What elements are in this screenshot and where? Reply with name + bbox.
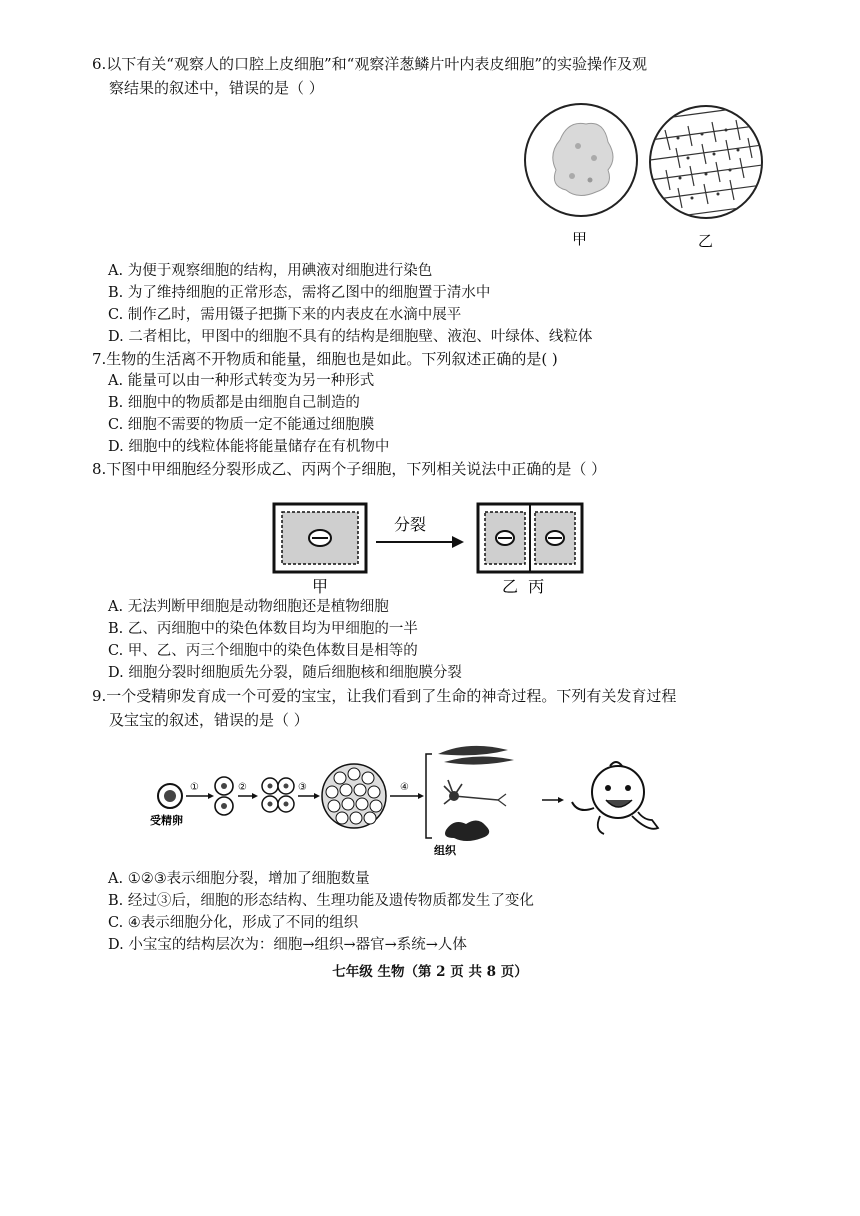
q8-option-c: C. 甲、乙、丙三个细胞中的染色体数目是相等的	[108, 643, 418, 659]
question-9-line1: 9.一个受精卵发育成一个可爱的宝宝，让我们看到了生命的神奇过程。下列有关发育过程	[92, 687, 677, 705]
step-5-arrow	[542, 797, 564, 803]
q9-option-b: B. 经过③后，细胞的形态结构、生理功能及遗传物质都发生了变化	[108, 893, 534, 909]
cell-jia	[274, 504, 366, 572]
step-3-arrow	[298, 782, 320, 799]
question-9-figure	[148, 740, 668, 858]
question-8-figure	[270, 498, 590, 598]
step-1-arrow	[186, 782, 214, 799]
figure-label-yi: 乙	[698, 232, 714, 250]
label-zygote: 受精卵	[150, 814, 183, 827]
q8-option-a: A. 无法判断甲细胞是动物细胞还是植物细胞	[108, 599, 389, 615]
arrow-label-fenlie: 分裂	[394, 515, 427, 534]
figure-label-jia-8: 甲	[312, 577, 329, 596]
division-arrow	[376, 515, 464, 548]
label-step-1: ①	[190, 782, 199, 793]
cells-yi-bing	[478, 504, 582, 572]
q9-option-c: C. ④表示细胞分化，形成了不同的组织	[108, 915, 359, 931]
q6-option-b: B. 为了维持细胞的正常形态，需将乙图中的细胞置于清水中	[108, 285, 491, 301]
question-6-line2: 察结果的叙述中，错误的是（ ）	[109, 79, 324, 97]
q7-option-a: A. 能量可以由一种形式转变为另一种形式	[108, 373, 375, 389]
label-step-2: ②	[238, 782, 247, 793]
label-step-4: ④	[400, 782, 409, 793]
q7-option-c: C. 细胞不需要的物质一定不能通过细胞膜	[108, 417, 375, 433]
q6-option-d: D. 二者相比，甲图中的细胞不具有的结构是细胞壁、液泡、叶绿体、线粒体	[108, 329, 593, 345]
figure-label-jia: 甲	[572, 230, 588, 248]
q7-option-d: D. 细胞中的线粒体能将能量储存在有机物中	[108, 439, 390, 455]
question-9-stem	[92, 684, 752, 732]
question-8-stem	[92, 457, 752, 481]
question-7-line1: 7.生物的生活离不开物质和能量，细胞也是如此。下列叙述正确的是( )	[92, 350, 558, 368]
question-6-figure	[520, 100, 770, 260]
q8-option-d: D. 细胞分裂时细胞质先分裂，随后细胞核和细胞膜分裂	[108, 665, 462, 681]
q7-option-b: B. 细胞中的物质都是由细胞自己制造的	[108, 395, 360, 411]
page-footer: 七年级 生物（第 2 页 共 8 页）	[332, 964, 528, 980]
q6-option-a: A. 为便于观察细胞的结构，用碘液对细胞进行染色	[108, 263, 433, 279]
zygote	[150, 784, 183, 827]
morula	[322, 764, 386, 828]
question-8-line1: 8.下图中甲细胞经分裂形成乙、丙两个子细胞，下列相关说法中正确的是（ ）	[92, 460, 607, 478]
cheek-cell-view	[525, 104, 637, 216]
question-6-stem	[92, 52, 752, 100]
tissues-bracket	[426, 746, 514, 857]
two-cell-stage	[215, 777, 233, 815]
q8-option-b: B. 乙、丙细胞中的染色体数目均为甲细胞的一半	[108, 621, 418, 637]
step-2-arrow	[238, 782, 258, 799]
baby-illustration	[572, 762, 658, 834]
question-6-line1: 6.以下有关“观察人的口腔上皮细胞”和“观察洋葱鳞片叶内表皮细胞”的实验操作及观	[92, 55, 647, 73]
label-step-3: ③	[298, 782, 307, 793]
q6-option-c: C. 制作乙时，需用镊子把撕下来的内表皮在水滴中展平	[108, 307, 462, 323]
question-7-stem	[92, 347, 752, 371]
q9-option-a: A. ①②③表示细胞分裂，增加了细胞数量	[108, 871, 370, 887]
onion-cell-view	[650, 104, 770, 220]
figure-label-yi-bing: 乙 丙	[502, 577, 545, 596]
question-9-line2: 及宝宝的叙述，错误的是（ ）	[109, 711, 309, 729]
q9-option-d: D. 小宝宝的结构层次为：细胞→组织→器官→系统→人体	[108, 937, 467, 953]
label-tissue: 组织	[434, 844, 456, 857]
step-4-arrow	[390, 782, 424, 799]
four-cell-stage	[262, 778, 294, 812]
